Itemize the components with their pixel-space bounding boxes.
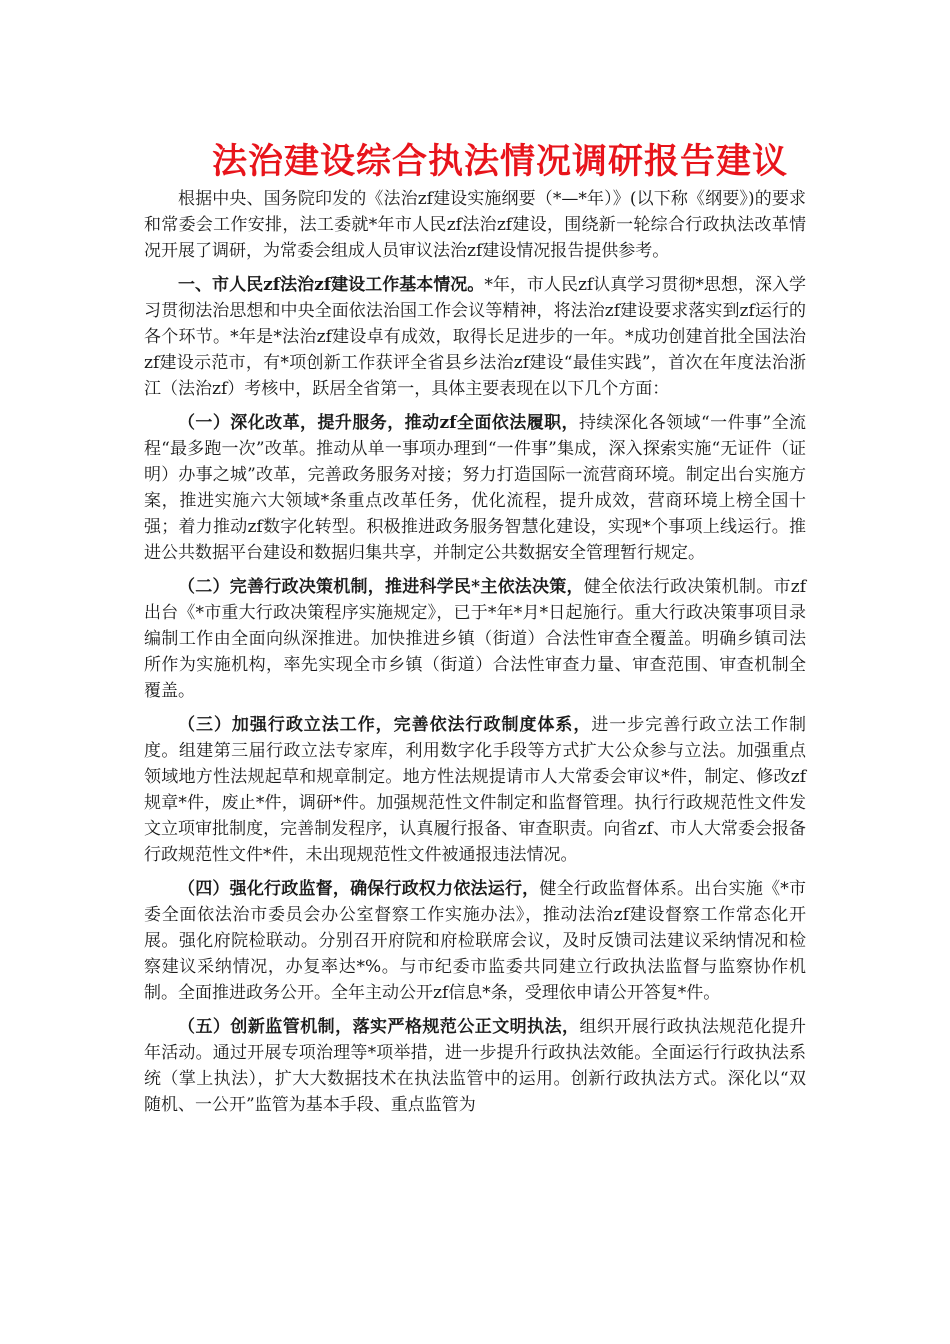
paragraph-lead: （五）创新监管机制，落实严格规范公正文明执法， (178, 1017, 580, 1037)
paragraph-item-5 (144, 1014, 806, 1118)
paragraph-intro (144, 186, 806, 264)
paragraph-text: 持续深化各领域“一件事”全流程“最多跑一次”改革。推动从单一事项办理到“一件事”集成，深入探索实施“无证件（证明）办事之城”改革，完善政务服务对接；努力打造国际一流营商环境。制定出台实施方案，推进实施六大领域*条重点改革任务，优化流程，提升成效，营商环境上榜全国十强；着力推动zf数字化转型。积极推进政务服务智慧化建设，实现*个事项上线运行。推进公共数据平台建设和数据归集共享，并制定公共数据安全管理暂行规定。 (144, 413, 806, 563)
paragraph-section-1 (144, 272, 806, 402)
paragraph-text: *年，市人民zf认真学习贯彻*思想，深入学习贯彻法治思想和中央全面依法治国工作会议等精神，将法治zf建设要求落实到zf运行的各个环节。*年是*法治zf建设卓有成效，取得长足进步的一年。*成功创建首批全国法治zf建设示范市，有*项创新工作获评全省县乡法治zf建设“最佳实践”，首次在年度法治浙江（法治zf）考核中，跃居全省第一，具体主要表现在以下几个方面： (144, 275, 806, 399)
paragraph-item-3 (144, 712, 806, 868)
paragraph-lead: 一、市人民zf法治zf建设工作基本情况。 (178, 275, 485, 295)
paragraph-text: 健全行政监督体系。出台实施《*市委全面依法治市委员会办公室督察工作实施办法》，推动法治zf建设督察工作常态化开展。强化府院检联动。分别召开府院和府检联席会议，及时反馈司法建议采纳情况和检察建议采纳情况，办复率达*%。与市纪委市监委共同建立行政执法监督与监察协作机制。全面推进政务公开。全年主动公开zf信息*条，受理依申请公开答复*件。 (144, 879, 806, 1003)
paragraph-text: 组织开展行政执法规范化提升年活动。通过开展专项治理等*项举措，进一步提升行政执法效能。全面运行行政执法系统（掌上执法），扩大大数据技术在执法监管中的运用。创新行政执法方式。深化以“双随机、一公开”监管为基本手段、重点监管为 (144, 1017, 807, 1115)
document-body (144, 186, 806, 1126)
paragraph-item-4 (144, 876, 806, 1006)
paragraph-text: 根据中央、国务院印发的《法治zf建设实施纲要（*—*年）》(以下称《纲要》)的要求和常委会工作安排，法工委就*年市人民zf法治zf建设，围绕新一轮综合行政执法改革情况开展了调研，为常委会组成人员审议法治zf建设情况报告提供参考。 (144, 189, 806, 261)
paragraph-item-1 (144, 410, 806, 566)
paragraph-text: 健全依法行政决策机制。市zf出台《*市重大行政决策程序实施规定》，已于*年*月*日起施行。重大行政决策事项目录编制工作由全面向纵深推进。加快推进乡镇（街道）合法性审查全覆盖。明确乡镇司法所作为实施机构，率先实现全市乡镇（街道）合法性审查力量、审查范围、审查机制全覆盖。 (144, 577, 806, 701)
paragraph-lead: （二）完善行政决策机制，推进科学民*主依法决策， (178, 577, 584, 597)
document-title: 法治建设综合执法情况调研报告建议 (211, 141, 788, 182)
paragraph-text: 进一步完善行政立法工作制度。组建第三届行政立法专家库，利用数字化手段等方式扩大公众参与立法。加强重点领域地方性法规起草和规章制定。地方性法规提请市人大常委会审议*件，制定、修改zf规章*件，废止*件，调研*件。加强规范性文件制定和监督管理。执行行政规范性文件发文立项审批制度，完善制发程序，认真履行报备、审查职责。向省zf、市人大常委会报备行政规范性文件*件，未出现规范性文件被通报违法情况。 (144, 715, 807, 865)
paragraph-lead: （四）强化行政监督，确保行政权力依法运行， (178, 879, 540, 899)
paragraph-lead: （一）深化改革，提升服务，推动zf全面依法履职， (178, 413, 579, 433)
paragraph-item-2 (144, 574, 806, 704)
paragraph-lead: （三）加强行政立法工作，完善依法行政制度体系， (178, 715, 592, 735)
